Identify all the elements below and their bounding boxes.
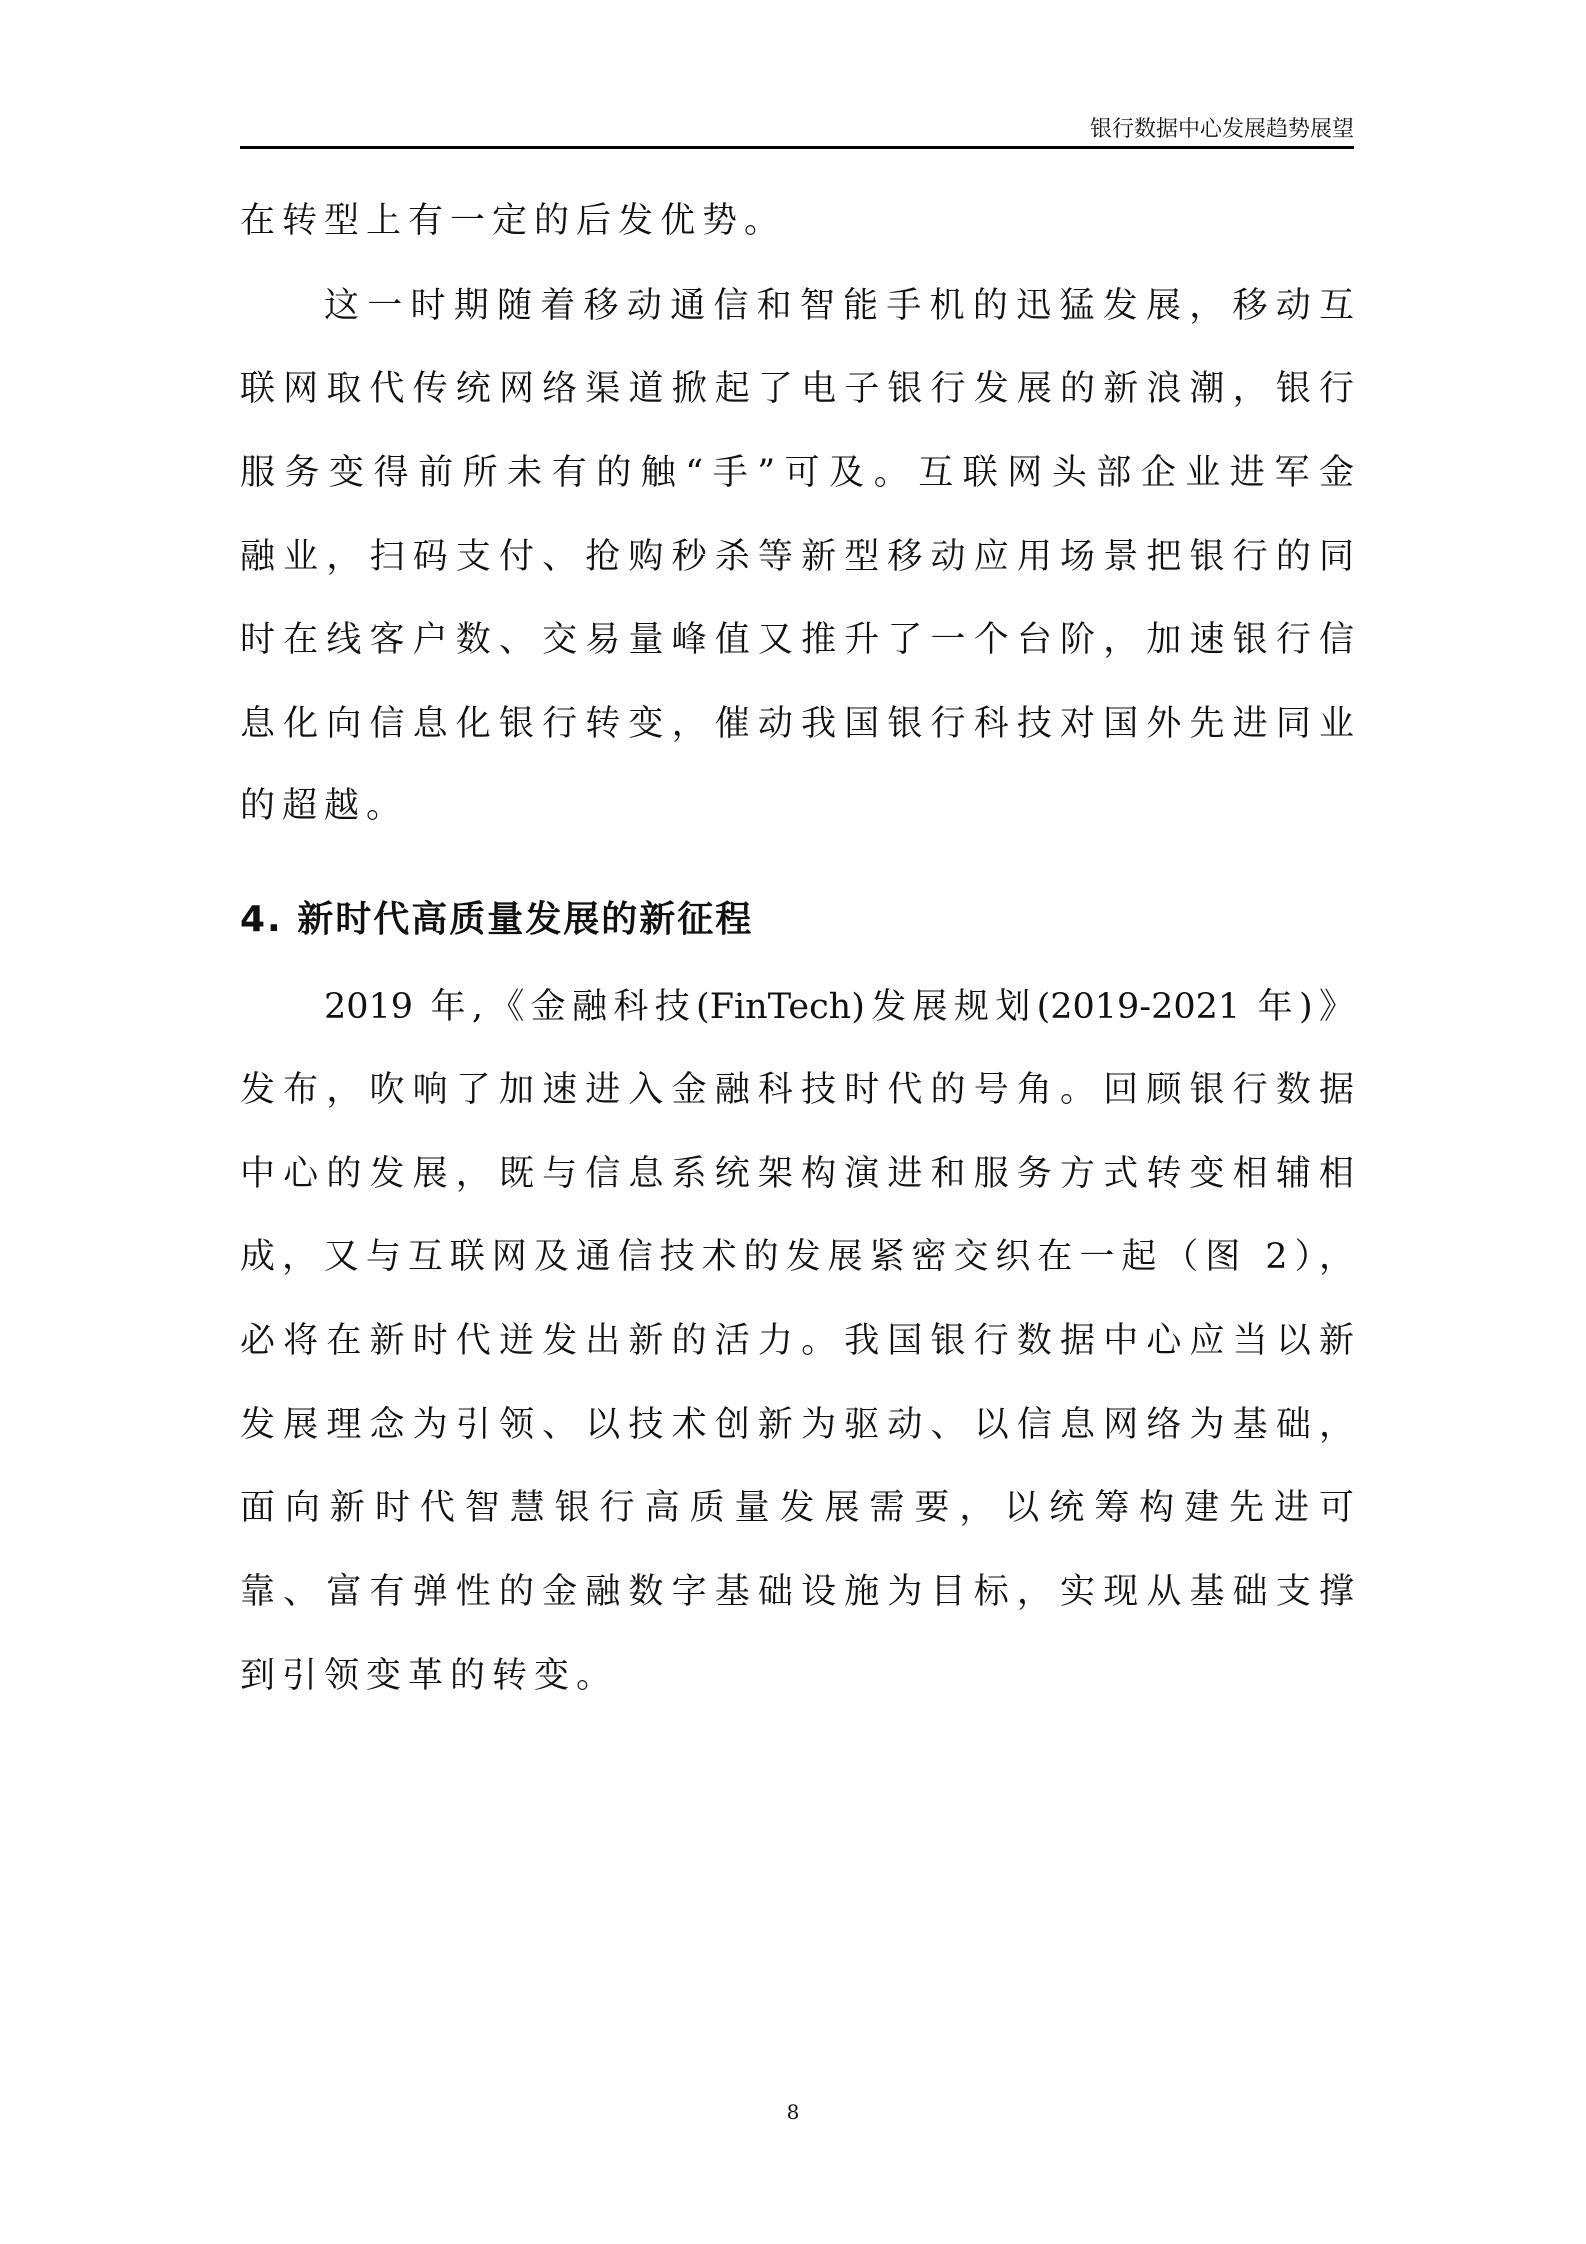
text-line: 联网取代传统网络渠道掀起了电子银行发展的新浪潮，银行 [240, 369, 1354, 409]
text-line: 服务变得前所未有的触“手”可及。互联网头部企业进军金 [240, 453, 1354, 493]
section-heading: 4. 新时代高质量发展的新征程 [240, 899, 754, 940]
text-line: 面向新时代智慧银行高质量发展需要，以统筹构建先进可 [240, 1488, 1354, 1528]
text-line: 必将在新时代迸发出新的活力。我国银行数据中心应当以新 [240, 1321, 1354, 1361]
text-line: 靠、富有弹性的金融数字基础设施为目标，实现从基础支撑 [240, 1572, 1354, 1612]
text-line: 中心的发展，既与信息系统架构演进和服务方式转变相辅相 [240, 1154, 1354, 1194]
text-line: 融业，扫码支付、抢购秒杀等新型移动应用场景把银行的同 [240, 537, 1354, 577]
header-rule [240, 146, 1354, 149]
page-number: 8 [786, 2100, 800, 2124]
text-line: 这一时期随着移动通信和智能手机的迅猛发展，移动互 [324, 286, 1354, 326]
text-line: 2019 年,《金融科技(FinTech)发展规划(2019-2021 年)》 [324, 987, 1354, 1027]
text-line: 时在线客户数、交易量峰值又推升了一个台阶，加速银行信 [240, 620, 1354, 660]
text-line: 息化向信息化银行转变，催动我国银行科技对国外先进同业 [240, 704, 1354, 744]
text-line: 发展理念为引领、以技术创新为驱动、以信息网络为基础， [240, 1405, 1354, 1445]
text-line: 到引领变革的转变。 [240, 1656, 619, 1696]
running-header: 银行数据中心发展趋势展望 [1089, 117, 1354, 142]
text-line: 发布，吹响了加速进入金融科技时代的号角。回顾银行数据 [240, 1070, 1354, 1110]
text-line: 在转型上有一定的后发优势。 [240, 201, 787, 241]
text-line: 成，又与互联网及通信技术的发展紧密交织在一起（图 2）， [240, 1237, 1354, 1277]
text-line: 的超越。 [240, 786, 409, 826]
